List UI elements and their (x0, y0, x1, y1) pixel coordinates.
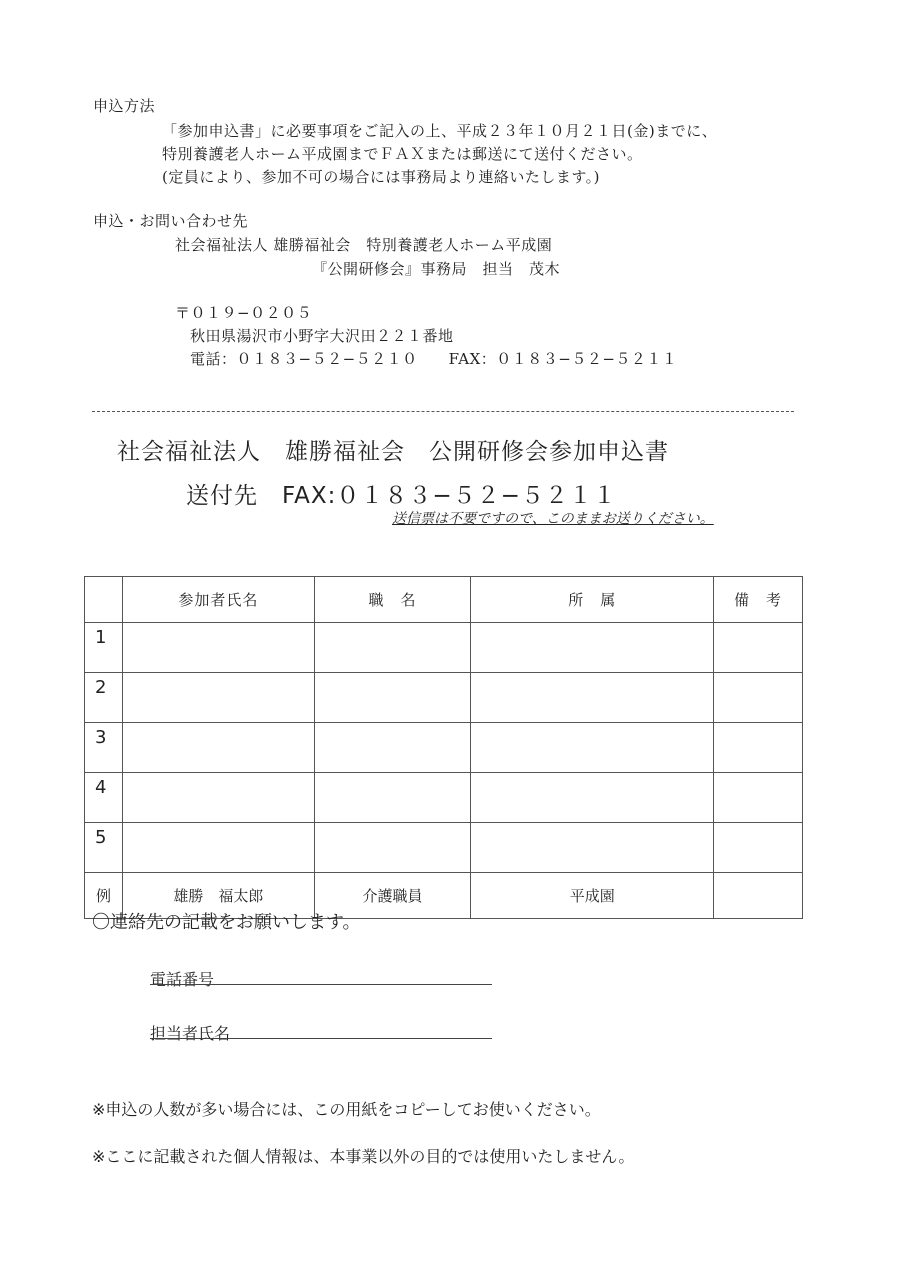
row-number: 2 (85, 673, 123, 723)
cut-line (92, 411, 794, 412)
affiliation-cell[interactable] (471, 823, 714, 873)
phone-label: 電話番号 (150, 970, 215, 989)
example-label: 例 (85, 873, 123, 919)
contact-postal: 〒０１９−０２０５ (175, 304, 313, 322)
example-name: 雄勝 福太郎 (122, 873, 314, 919)
contact-phone-fax: 電話：０１８３−５２−５２１０ FAX：０１８３−５２−５２１１ (190, 350, 678, 368)
participant-table (84, 576, 803, 919)
row-number: 3 (85, 723, 123, 773)
example-remarks (714, 873, 803, 919)
affiliation-cell[interactable] (471, 623, 714, 673)
application-heading: 申込方法 (93, 97, 156, 115)
remarks-cell[interactable] (714, 623, 803, 673)
header-name: 参加者氏名 (122, 577, 314, 623)
phone-input-line[interactable] (150, 970, 492, 985)
name-cell[interactable] (122, 673, 314, 723)
header-position: 職 名 (314, 577, 471, 623)
remarks-cell[interactable] (714, 673, 803, 723)
row-number: 4 (85, 773, 123, 823)
example-position: 介護職員 (314, 873, 471, 919)
row-number: 1 (85, 623, 123, 673)
form-title: 社会福祉法人 雄勝福祉会 公開研修会参加申込書 (117, 439, 669, 465)
contact-org: 社会福祉法人 雄勝福祉会 特別養護老人ホーム平成園 (175, 236, 553, 254)
position-cell[interactable] (314, 823, 471, 873)
contact-address: 秋田県湯沢市小野字大沢田２２１番地 (190, 327, 454, 345)
name-cell[interactable] (122, 723, 314, 773)
footnote-copy: ※申込の人数が多い場合には、この用紙をコピーしてお使いください。 (92, 1100, 601, 1119)
table-row (85, 673, 803, 723)
position-cell[interactable] (314, 623, 471, 673)
contact-name-input-line[interactable] (150, 1024, 492, 1039)
position-cell[interactable] (314, 673, 471, 723)
remarks-cell[interactable] (714, 773, 803, 823)
position-cell[interactable] (314, 773, 471, 823)
affiliation-cell[interactable] (471, 673, 714, 723)
fax-destination: 送付先 FAX:０１８３−５２−５２１１ (186, 483, 617, 509)
table-row (85, 773, 803, 823)
remarks-cell[interactable] (714, 823, 803, 873)
name-cell[interactable] (122, 823, 314, 873)
affiliation-cell[interactable] (471, 723, 714, 773)
header-number (85, 577, 123, 623)
header-remarks: 備 考 (714, 577, 803, 623)
table-row (85, 623, 803, 673)
remarks-cell[interactable] (714, 723, 803, 773)
contact-office: 『公開研修会』事務局 担当 茂木 (312, 260, 561, 278)
footnote-privacy: ※ここに記載された個人情報は、本事業以外の目的では使用いたしません。 (92, 1147, 635, 1166)
name-cell[interactable] (122, 773, 314, 823)
table-header (85, 577, 803, 623)
row-number: 5 (85, 823, 123, 873)
affiliation-cell[interactable] (471, 773, 714, 823)
table-row (85, 723, 803, 773)
example-affiliation: 平成園 (471, 873, 714, 919)
contact-request-heading: 〇連絡先の記載をお願いします。 (92, 912, 361, 933)
fax-note: 送信票は不要ですので、このままお送りください。 (392, 511, 714, 527)
application-line-2: 特別養護老人ホーム平成園までＦＡＸまたは郵送にて送付ください。 (162, 145, 643, 163)
contact-heading: 申込・お問い合わせ先 (93, 212, 249, 230)
table-row (85, 823, 803, 873)
name-cell[interactable] (122, 623, 314, 673)
application-line-1: 「参加申込書」に必要事項をご記入の上、平成２３年１０月２１日(金)までに、 (162, 122, 718, 140)
header-affiliation: 所 属 (471, 577, 714, 623)
contact-name-label: 担当者氏名 (150, 1024, 231, 1043)
position-cell[interactable] (314, 723, 471, 773)
application-line-3: (定員により、参加不可の場合には事務局より連絡いたします。) (162, 168, 601, 186)
